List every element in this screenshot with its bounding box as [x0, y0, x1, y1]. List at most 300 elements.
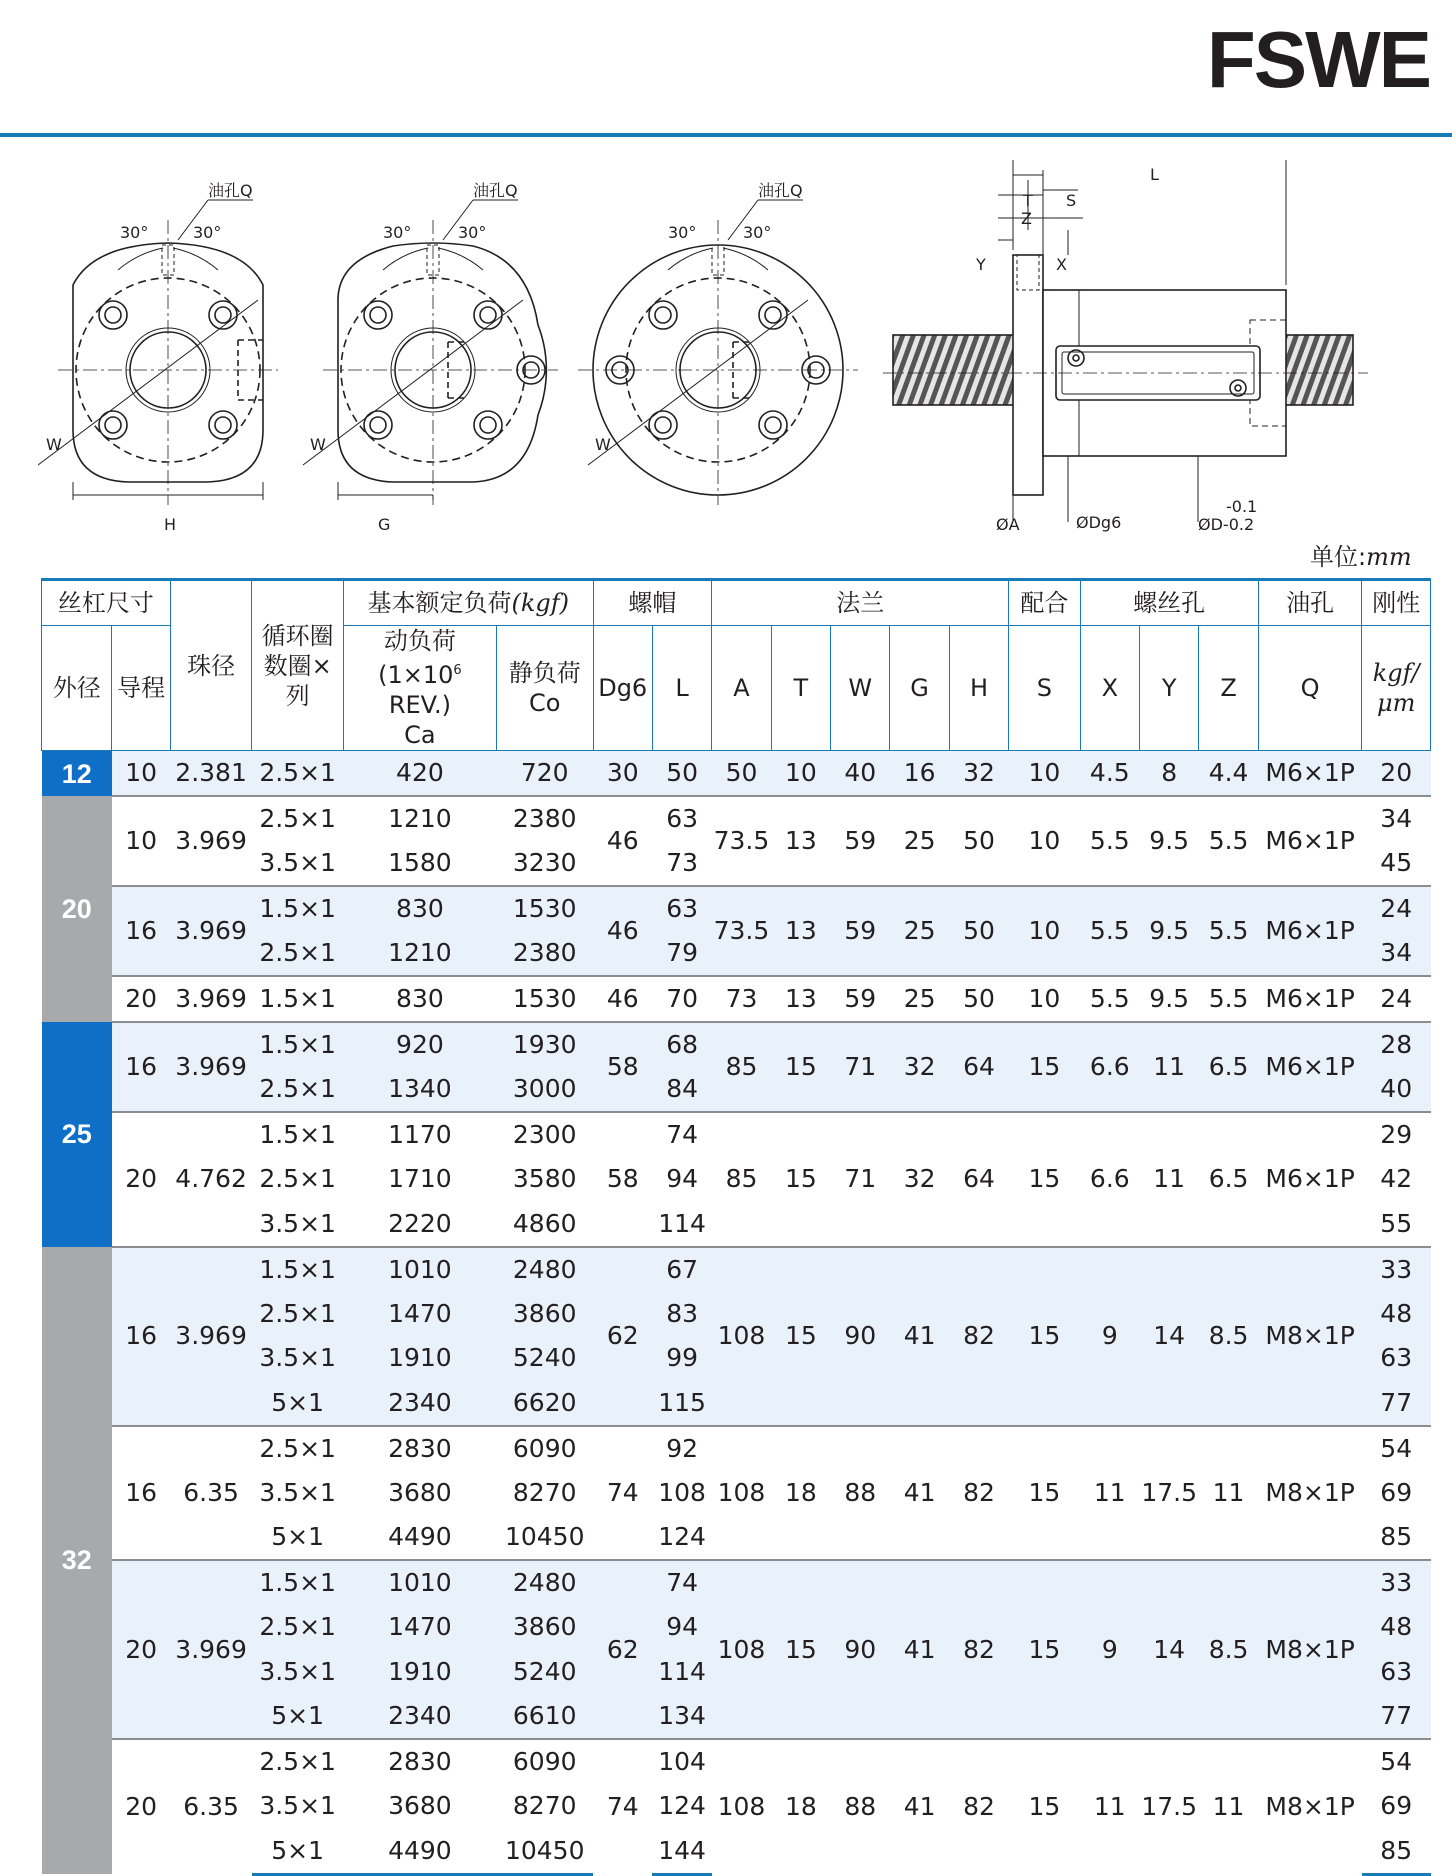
y-cell: 14: [1140, 1560, 1199, 1739]
rigidity-cell: 20: [1362, 751, 1431, 797]
dynamic-load-cell: 3680: [343, 1784, 496, 1829]
t-cell: 15: [771, 1247, 830, 1426]
length-cell: 94: [652, 1605, 711, 1650]
length-cell: 63: [652, 886, 711, 931]
x-cell: 6.6: [1080, 1112, 1139, 1247]
header-y: Y: [1140, 626, 1199, 751]
dynamic-load-cell: 1470: [343, 1292, 496, 1337]
rigidity-cell: 69: [1362, 1784, 1431, 1829]
h-cell: 32: [949, 751, 1008, 797]
spec-table-body: [42, 751, 1431, 1875]
outer-dia-cell: 20: [42, 796, 112, 1022]
rigidity-cell: 69: [1362, 1471, 1431, 1516]
z-cell: 5.5: [1199, 976, 1258, 1022]
g-cell: 25: [890, 796, 949, 886]
a-cell: 85: [712, 1022, 771, 1112]
dynamic-load-cell: 1580: [343, 841, 496, 886]
static-load-cell: 6090: [496, 1739, 593, 1784]
dynamic-load-cell: 1010: [343, 1560, 496, 1605]
length-cell: 114: [652, 1202, 711, 1247]
table-row: [42, 796, 1431, 841]
rigidity-cell: 45: [1362, 841, 1431, 886]
length-cell: 68: [652, 1022, 711, 1067]
g-cell: 41: [890, 1247, 949, 1426]
rigidity-cell: 24: [1362, 886, 1431, 931]
dia-dg6-label: ØDg6: [1076, 513, 1122, 532]
dynamic-load-cell: 2830: [343, 1426, 496, 1471]
q-cell: M8×1P: [1258, 1560, 1362, 1739]
table-row: [42, 976, 1431, 1022]
outer-dia-cell: 25: [42, 1022, 112, 1247]
lead-cell: 20: [112, 1112, 170, 1247]
dynamic-load-cell: 2340: [343, 1694, 496, 1739]
static-load-cell: 3230: [496, 841, 593, 886]
dynamic-load-cell: 1170: [343, 1112, 496, 1157]
dynamic-load-cell: 1470: [343, 1605, 496, 1650]
t-cell: 15: [771, 1560, 830, 1739]
angle-label: 30°: [383, 223, 412, 242]
unit-note: 单位:mm: [1310, 543, 1412, 571]
ball-dia-cell: 3.969: [170, 886, 252, 976]
length-cell: 74: [652, 1112, 711, 1157]
dynamic-load-cell: 830: [343, 976, 496, 1022]
flange-view-cut-both: [38, 200, 278, 505]
rigidity-cell: 63: [1362, 1336, 1431, 1381]
y-cell: 17.5: [1140, 1739, 1199, 1874]
h-cell: 82: [949, 1426, 1008, 1561]
dg6-cell: 58: [593, 1022, 652, 1112]
g-cell: 41: [890, 1426, 949, 1561]
dynamic-load-cell: 420: [343, 751, 496, 797]
header-l: L: [652, 626, 711, 751]
header-rule: [0, 133, 1452, 137]
t-cell: 15: [771, 1112, 830, 1247]
dynamic-load-cell: 2220: [343, 1202, 496, 1247]
dynamic-load-cell: 1210: [343, 796, 496, 841]
s-cell: 15: [1009, 1247, 1080, 1426]
circuits-cell: 1.5×1: [252, 1022, 344, 1067]
length-cell: 63: [652, 796, 711, 841]
length-cell: 67: [652, 1247, 711, 1292]
s-cell: 10: [1009, 796, 1080, 886]
circuits-cell: 2.5×1: [252, 796, 344, 841]
circuits-cell: 1.5×1: [252, 1560, 344, 1605]
static-load-cell: 5240: [496, 1336, 593, 1381]
length-cell: 134: [652, 1694, 711, 1739]
static-load-cell: 3000: [496, 1067, 593, 1112]
a-cell: 108: [712, 1739, 771, 1874]
static-load-cell: 3860: [496, 1292, 593, 1337]
dg6-cell: 58: [593, 1112, 652, 1247]
header-t: T: [771, 626, 830, 751]
static-load-cell: 1530: [496, 886, 593, 931]
table-row: [42, 1560, 1431, 1605]
h-cell: 64: [949, 1022, 1008, 1112]
static-load-cell: 5240: [496, 1650, 593, 1695]
rigidity-cell: 40: [1362, 1067, 1431, 1112]
t-cell: 15: [771, 1022, 830, 1112]
z-cell: 11: [1199, 1426, 1258, 1561]
g-cell: 25: [890, 886, 949, 976]
lead-cell: 16: [112, 1426, 170, 1561]
z-cell: 6.5: [1199, 1022, 1258, 1112]
g-cell: 16: [890, 751, 949, 797]
y-cell: 9.5: [1140, 886, 1199, 976]
y-label: Y: [976, 255, 986, 274]
dynamic-load-cell: 830: [343, 886, 496, 931]
header-static: 静负荷 Co: [496, 626, 593, 751]
circuits-cell: 5×1: [252, 1829, 344, 1875]
g-label: G: [378, 515, 391, 534]
lead-cell: 20: [112, 1560, 170, 1739]
y-cell: 9.5: [1140, 796, 1199, 886]
header-dynamic: 动负荷 ($1\times 10^6$ REV.) Ca: [343, 626, 496, 751]
table-row: [42, 1247, 1431, 1292]
table-row: [42, 1022, 1431, 1067]
q-cell: M6×1P: [1258, 886, 1362, 976]
y-cell: 17.5: [1140, 1426, 1199, 1561]
dynamic-load-cell: 1910: [343, 1650, 496, 1695]
header-lead: 导程: [112, 626, 170, 751]
y-cell: 8: [1140, 751, 1199, 797]
q-cell: M6×1P: [1258, 1112, 1362, 1247]
z-cell: 5.5: [1199, 796, 1258, 886]
rigidity-cell: 55: [1362, 1202, 1431, 1247]
rigidity-cell: 77: [1362, 1381, 1431, 1426]
table-row: [42, 751, 1431, 797]
oil-hole-label-3: 油孔Q: [758, 181, 803, 200]
ball-dia-cell: 3.969: [170, 1022, 252, 1112]
circuits-cell: 2.5×1: [252, 1292, 344, 1337]
rigidity-cell: 54: [1362, 1426, 1431, 1471]
ball-dia-cell: 3.969: [170, 1247, 252, 1426]
x-cell: 11: [1080, 1426, 1139, 1561]
flange-view-cut-one: [303, 200, 558, 505]
rigidity-cell: 48: [1362, 1292, 1431, 1337]
circuits-cell: 2.5×1: [252, 751, 344, 797]
static-load-cell: 2300: [496, 1112, 593, 1157]
dynamic-load-cell: 4490: [343, 1515, 496, 1560]
a-cell: 108: [712, 1247, 771, 1426]
header-w: W: [831, 626, 890, 751]
static-load-cell: 10450: [496, 1515, 593, 1560]
brand-logo: FSWE: [1206, 15, 1430, 104]
z-cell: 5.5: [1199, 886, 1258, 976]
length-cell: 94: [652, 1157, 711, 1202]
w-cell: 88: [831, 1739, 890, 1874]
q-cell: M8×1P: [1258, 1247, 1362, 1426]
static-load-cell: 2480: [496, 1560, 593, 1605]
static-load-cell: 2380: [496, 796, 593, 841]
g-cell: 32: [890, 1112, 949, 1247]
t-cell: 18: [771, 1426, 830, 1561]
y-cell: 11: [1140, 1022, 1199, 1112]
angle-label: 30°: [193, 223, 222, 242]
w-cell: 90: [831, 1560, 890, 1739]
circuits-cell: 1.5×1: [252, 1247, 344, 1292]
length-cell: 115: [652, 1381, 711, 1426]
dynamic-load-cell: 1210: [343, 931, 496, 976]
rigidity-cell: 34: [1362, 931, 1431, 976]
header-q: Q: [1258, 626, 1362, 751]
header-dg6: Dg6: [593, 626, 652, 751]
ball-dia-cell: 6.35: [170, 1426, 252, 1561]
table-row: [42, 1426, 1431, 1471]
static-load-cell: 1530: [496, 976, 593, 1022]
rigidity-cell: 54: [1362, 1739, 1431, 1784]
tolerance-label: -0.1: [1226, 497, 1258, 516]
dg6-cell: 30: [593, 751, 652, 797]
static-load-cell: 8270: [496, 1471, 593, 1516]
dynamic-load-cell: 1710: [343, 1157, 496, 1202]
w-cell: 90: [831, 1247, 890, 1426]
table-row: [42, 1739, 1431, 1784]
z-cell: 8.5: [1199, 1247, 1258, 1426]
circuits-cell: 3.5×1: [252, 1471, 344, 1516]
h-cell: 50: [949, 796, 1008, 886]
y-cell: 11: [1140, 1112, 1199, 1247]
angle-label: 30°: [120, 223, 149, 242]
circuits-cell: 2.5×1: [252, 1739, 344, 1784]
length-cell: 84: [652, 1067, 711, 1112]
circuits-cell: 1.5×1: [252, 886, 344, 931]
length-cell: 92: [652, 1426, 711, 1471]
q-cell: M6×1P: [1258, 796, 1362, 886]
dg6-cell: 46: [593, 886, 652, 976]
length-cell: 74: [652, 1560, 711, 1605]
circuits-cell: 2.5×1: [252, 931, 344, 976]
z-cell: 11: [1199, 1739, 1258, 1874]
lead-cell: 16: [112, 1247, 170, 1426]
length-cell: 70: [652, 976, 711, 1022]
rigidity-cell: 85: [1362, 1829, 1431, 1875]
circuits-cell: 1.5×1: [252, 1112, 344, 1157]
s-label: S: [1066, 191, 1077, 210]
static-load-cell: 3860: [496, 1605, 593, 1650]
x-label: X: [1056, 255, 1067, 274]
x-cell: 4.5: [1080, 751, 1139, 797]
rigidity-cell: 29: [1362, 1112, 1431, 1157]
g-cell: 25: [890, 976, 949, 1022]
s-cell: 15: [1009, 1022, 1080, 1112]
length-cell: 104: [652, 1739, 711, 1784]
technical-drawings: [38, 160, 1438, 550]
rigidity-cell: 33: [1362, 1560, 1431, 1605]
circuits-cell: 1.5×1: [252, 976, 344, 1022]
rigidity-cell: 33: [1362, 1247, 1431, 1292]
x-cell: 5.5: [1080, 976, 1139, 1022]
y-cell: 14: [1140, 1247, 1199, 1426]
static-load-cell: 2480: [496, 1247, 593, 1292]
w-cell: 59: [831, 886, 890, 976]
header-z: Z: [1199, 626, 1258, 751]
w-cell: 71: [831, 1112, 890, 1247]
lead-cell: 16: [112, 886, 170, 976]
outer-dia-cell: 12: [42, 751, 112, 797]
g-cell: 32: [890, 1022, 949, 1112]
z-cell: 6.5: [1199, 1112, 1258, 1247]
dg6-cell: 74: [593, 1739, 652, 1874]
dynamic-load-cell: 1340: [343, 1067, 496, 1112]
h-cell: 50: [949, 976, 1008, 1022]
w-label: W: [310, 435, 326, 454]
header-bolt: 螺丝孔: [1080, 580, 1258, 626]
circuits-cell: 3.5×1: [252, 1202, 344, 1247]
q-cell: M6×1P: [1258, 976, 1362, 1022]
header-load: 基本额定负荷(kgf): [343, 580, 593, 626]
static-load-cell: 6620: [496, 1381, 593, 1426]
dynamic-load-cell: 2340: [343, 1381, 496, 1426]
dynamic-load-cell: 920: [343, 1022, 496, 1067]
lead-cell: 20: [112, 1739, 170, 1874]
ball-dia-cell: 3.969: [170, 796, 252, 886]
a-cell: 73.5: [712, 886, 771, 976]
rigidity-cell: 42: [1362, 1157, 1431, 1202]
length-cell: 99: [652, 1336, 711, 1381]
lead-cell: 16: [112, 1022, 170, 1112]
w-label: W: [595, 435, 611, 454]
table-row: [42, 1112, 1431, 1157]
dia-a-label: ØA: [996, 515, 1020, 534]
length-cell: 108: [652, 1471, 711, 1516]
circuits-cell: 5×1: [252, 1381, 344, 1426]
header-screw-size: 丝杠尺寸: [42, 580, 171, 626]
ball-dia-cell: 4.762: [170, 1112, 252, 1247]
s-cell: 10: [1009, 751, 1080, 797]
circuits-cell: 3.5×1: [252, 1784, 344, 1829]
w-cell: 88: [831, 1426, 890, 1561]
lead-cell: 10: [112, 751, 170, 797]
s-cell: 15: [1009, 1426, 1080, 1561]
t-label: T: [1023, 191, 1033, 210]
s-cell: 10: [1009, 976, 1080, 1022]
g-cell: 41: [890, 1560, 949, 1739]
s-cell: 15: [1009, 1112, 1080, 1247]
ball-dia-cell: 3.969: [170, 1560, 252, 1739]
h-cell: 50: [949, 886, 1008, 976]
s-cell: 15: [1009, 1560, 1080, 1739]
h-cell: 82: [949, 1560, 1008, 1739]
ball-dia-cell: 3.969: [170, 976, 252, 1022]
oil-hole-label-1: 油孔Q: [208, 181, 253, 200]
h-cell: 82: [949, 1247, 1008, 1426]
ball-dia-cell: 2.381: [170, 751, 252, 797]
a-cell: 108: [712, 1560, 771, 1739]
rigidity-cell: 85: [1362, 1515, 1431, 1560]
z-cell: 4.4: [1199, 751, 1258, 797]
spec-table: [41, 578, 1431, 1876]
static-load-cell: 1930: [496, 1022, 593, 1067]
length-cell: 50: [652, 751, 711, 797]
dynamic-load-cell: 1010: [343, 1247, 496, 1292]
h-cell: 82: [949, 1739, 1008, 1874]
circuits-cell: 3.5×1: [252, 1650, 344, 1695]
nut-side-view: [883, 160, 1368, 522]
x-cell: 9: [1080, 1247, 1139, 1426]
header-oil: 油孔: [1258, 580, 1362, 626]
x-cell: 6.6: [1080, 1022, 1139, 1112]
ball-dia-cell: 6.35: [170, 1739, 252, 1874]
a-cell: 108: [712, 1426, 771, 1561]
header-s: S: [1009, 626, 1080, 751]
x-cell: 5.5: [1080, 886, 1139, 976]
static-load-cell: 6610: [496, 1694, 593, 1739]
length-cell: 124: [652, 1784, 711, 1829]
dg6-cell: 46: [593, 796, 652, 886]
t-cell: 18: [771, 1739, 830, 1874]
table-row: [42, 886, 1431, 931]
header-x: X: [1080, 626, 1139, 751]
circuits-cell: 3.5×1: [252, 841, 344, 886]
header-rigidity-unit: kgf/ μm: [1362, 626, 1431, 751]
circuits-cell: 5×1: [252, 1694, 344, 1739]
circuits-cell: 2.5×1: [252, 1426, 344, 1471]
t-cell: 13: [771, 976, 830, 1022]
header-fit: 配合: [1009, 580, 1080, 626]
dg6-cell: 62: [593, 1560, 652, 1739]
rigidity-cell: 28: [1362, 1022, 1431, 1067]
length-cell: 73: [652, 841, 711, 886]
header-nut: 螺帽: [593, 580, 712, 626]
x-cell: 9: [1080, 1560, 1139, 1739]
length-cell: 79: [652, 931, 711, 976]
lead-cell: 10: [112, 796, 170, 886]
lead-cell: 20: [112, 976, 170, 1022]
y-cell: 9.5: [1140, 976, 1199, 1022]
header-outer-dia: 外径: [42, 626, 112, 751]
h-cell: 64: [949, 1112, 1008, 1247]
header-flange: 法兰: [712, 580, 1009, 626]
circuits-cell: 2.5×1: [252, 1157, 344, 1202]
q-cell: M8×1P: [1258, 1426, 1362, 1561]
dg6-cell: 74: [593, 1426, 652, 1561]
static-load-cell: 4860: [496, 1202, 593, 1247]
x-cell: 11: [1080, 1739, 1139, 1874]
circuits-cell: 5×1: [252, 1515, 344, 1560]
rigidity-cell: 77: [1362, 1694, 1431, 1739]
a-cell: 73.5: [712, 796, 771, 886]
g-cell: 41: [890, 1739, 949, 1874]
t-cell: 13: [771, 796, 830, 886]
w-cell: 71: [831, 1022, 890, 1112]
dynamic-load-cell: 2830: [343, 1739, 496, 1784]
dynamic-load-cell: 3680: [343, 1471, 496, 1516]
flange-view-round: [578, 200, 858, 505]
header-ball-dia: 珠径: [170, 580, 252, 751]
dia-d-label: ØD-0.2: [1198, 515, 1255, 534]
s-cell: 15: [1009, 1739, 1080, 1874]
rigidity-cell: 63: [1362, 1650, 1431, 1695]
w-cell: 59: [831, 796, 890, 886]
header-rigidity: 刚性: [1362, 580, 1431, 626]
rigidity-cell: 48: [1362, 1605, 1431, 1650]
s-cell: 10: [1009, 886, 1080, 976]
w-cell: 59: [831, 976, 890, 1022]
q-cell: M6×1P: [1258, 1022, 1362, 1112]
circuits-cell: 2.5×1: [252, 1605, 344, 1650]
t-cell: 10: [771, 751, 830, 797]
q-cell: M6×1P: [1258, 751, 1362, 797]
w-label: W: [46, 435, 62, 454]
h-label: H: [164, 515, 177, 534]
angle-label: 30°: [743, 223, 772, 242]
static-load-cell: 720: [496, 751, 593, 797]
q-cell: M8×1P: [1258, 1739, 1362, 1874]
header-circuits: 循环圈数圈×列: [252, 580, 344, 751]
rigidity-cell: 34: [1362, 796, 1431, 841]
z-label: Z: [1021, 209, 1032, 228]
length-cell: 124: [652, 1515, 711, 1560]
